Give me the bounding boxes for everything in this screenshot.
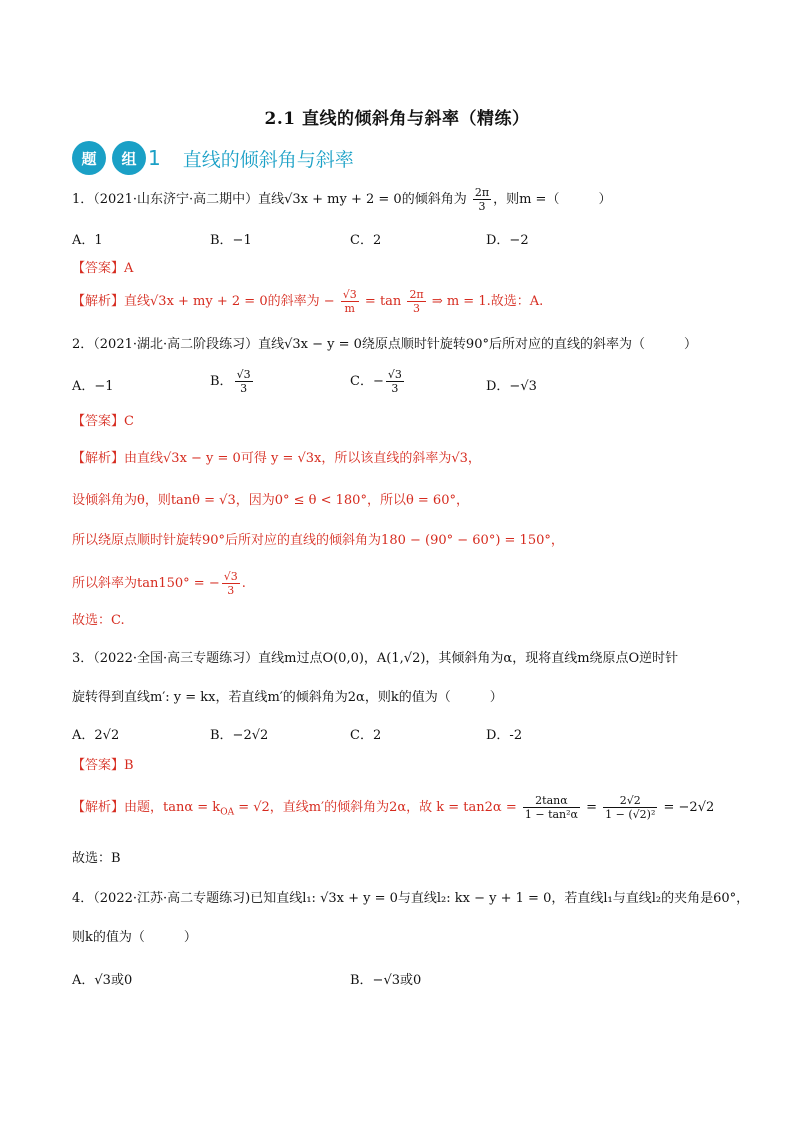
q1-option-a: A．1 (72, 233, 103, 248)
question-4-line-1: 4．（2022·江苏·高二专题练习)已知直线l₁: √3x + y = 0与直线l₂: kx − y + 1 = 0，若直线l₁与直线l₂的夹角是60°， (72, 891, 750, 906)
q2-answer: 【答案】C (72, 414, 134, 429)
q2-analysis-2: 设倾斜角为θ，则tanθ = √3，因为0° ≤ θ < 180°，所以θ = 60°， (72, 493, 469, 508)
group-badge-ti: 题 (72, 141, 106, 175)
section-title: 直线的倾斜角与斜率 (182, 148, 354, 171)
q4-option-b: B．−√3或0 (350, 973, 422, 988)
group-number: 1 (148, 146, 161, 170)
q2-option-c: C．− $\frac{√3}{3}$ (350, 368, 402, 395)
fraction: $\frac{2\pi}{3}$ (409, 288, 424, 315)
question-1: 1．（2021·山东济宁·高二期中）直线√3x + my + 2 = 0的倾斜角为 $\frac{2\pi}{3}$ ，则m =（ ） (72, 186, 612, 213)
q4-option-a: A．√3或0 (72, 973, 133, 988)
question-3-line-2: 旋转得到直线m′: y = kx，若直线m′的倾斜角为2α，则k的值为（ ） (72, 690, 503, 705)
q3-analysis: 【解析】由题，$\tan\alpha = k_{OA} = √2$，直线m′的倾斜角为2α，故 k = tan2α = $\frac{2\tan\alpha}{\text{1 − tan²α}}$ = $\frac{2√2}{\text{1 − (√2)²}}$ = −2√2 (72, 794, 715, 821)
q1-analysis: 【解析】直线√3x + my + 2 = 0的斜率为 − $\frac{√3}{m}$ = tan $\frac{2\pi}{3}$ ⇒ m = 1.故选：A. (72, 288, 544, 315)
q3-option-a: A．2√2 (72, 728, 120, 743)
q2-analysis-4: 所以斜率为tan150° = − $\frac{√3}{3}$ . (72, 570, 246, 597)
question-4-line-2: 则k的值为（ ） (72, 930, 197, 945)
q1-option-c: C．2 (350, 233, 382, 248)
fraction: $\frac{2\pi}{3}$ (474, 186, 490, 213)
q2-analysis-3: 所以绕原点顺时针旋转90°后所对应的直线的倾斜角为180 − (90° − 60°) = 150°， (72, 533, 564, 548)
page-title: 2.1 直线的倾斜角与斜率（精练） (264, 109, 530, 129)
q1-answer: 【答案】A (72, 261, 134, 276)
question-2: 2．（2021·湖北·高二阶段练习）直线√3x − y = 0绕原点顺时针旋转90°后所对应的直线的斜率为（ ） (72, 337, 697, 352)
fraction: $\frac{√3}{m}$ (342, 288, 357, 315)
group-badge-zu: 组 (112, 141, 146, 175)
q2-conclusion: 故选：C. (72, 613, 125, 628)
section-header (72, 140, 354, 176)
question-3-line-1: 3．（2022·全国·高三专题练习）直线m过点O(0,0)，A(1,√2)，其倾斜角为α，现将直线m绕原点O逆时针 (72, 651, 679, 666)
q3-conclusion: 故选：B (72, 851, 121, 866)
q3-option-b: B．−2√2 (210, 728, 269, 743)
q3-answer: 【答案】B (72, 758, 134, 773)
q2-option-b: B． $\frac{√3}{3}$ (210, 368, 251, 395)
q2-option-d: D．−√3 (486, 379, 537, 394)
q3-option-c: C．2 (350, 728, 382, 743)
q1-option-b: B．−1 (210, 233, 252, 248)
q3-option-d: D．-2 (486, 728, 523, 743)
q2-analysis-1: 【解析】由直线√3x − y = 0可得 y = √3x，所以该直线的斜率为√3， (72, 451, 481, 466)
q2-option-a: A．−1 (72, 379, 114, 394)
q1-option-d: D．−2 (486, 233, 529, 248)
